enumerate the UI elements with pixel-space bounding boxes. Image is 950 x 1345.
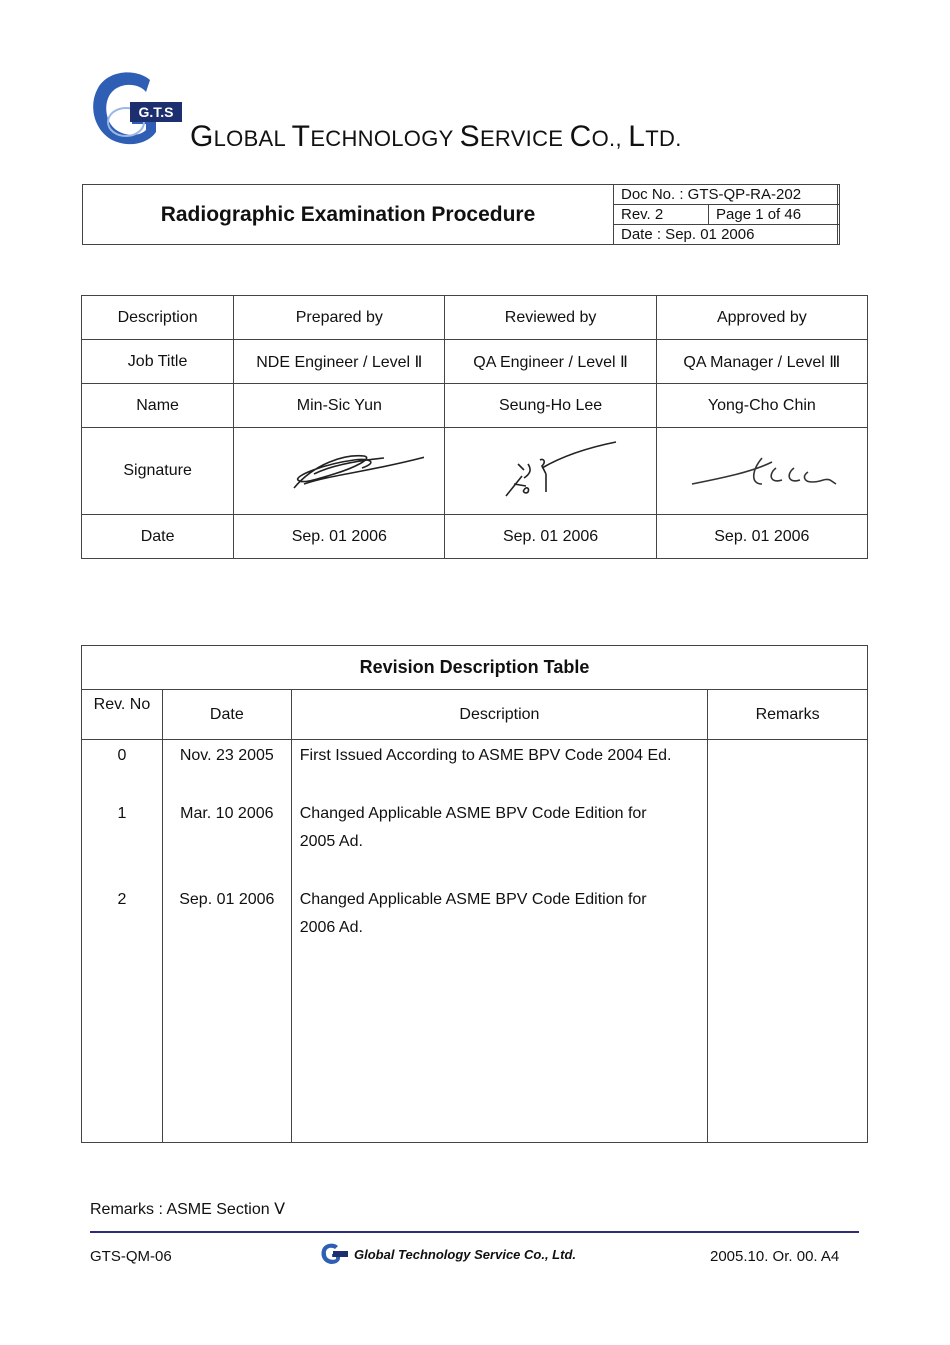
rev-description-column (291, 740, 707, 1143)
rev-date: Mar. 10 2006 (180, 805, 274, 822)
header-description: Description (291, 690, 707, 740)
footer-revision-code: 2005.10. Or. 00. A4 (710, 1248, 840, 1265)
document-info (613, 184, 839, 245)
company-name-part: O., (591, 126, 629, 151)
job-title-cell: QA Engineer / Level Ⅱ (445, 340, 656, 384)
company-name-part: ECHNOLOGY (310, 126, 460, 151)
row-label: Date (82, 515, 234, 559)
rev-number: 0 (117, 747, 127, 764)
rev-date: Sep. 01 2006 (179, 891, 275, 908)
company-name-part: G (190, 120, 214, 153)
doc-number: Doc No. : GTS-QP-RA-202 (613, 184, 840, 205)
header-prepared-by: Prepared by (234, 296, 445, 340)
signature-image (466, 434, 636, 504)
signature-cell (234, 428, 445, 515)
rev-description: Changed Applicable ASME BPV Code Edition for (299, 805, 647, 822)
footer-logo-icon (320, 1242, 348, 1266)
logo-text: G.T.S (138, 104, 174, 120)
revision-number: Rev. 2 (613, 204, 709, 225)
name-row (82, 384, 868, 428)
rev-description-cont: 2005 Ad. (299, 833, 363, 850)
footer-brand-block (320, 1241, 576, 1267)
rev-description-cont: 2006 Ad. (299, 919, 363, 936)
row-label: Signature (82, 428, 234, 515)
date-row (82, 515, 868, 559)
page-number: Page 1 of 46 (708, 204, 840, 225)
signature-cell (445, 428, 656, 515)
header-rev-no: Rev. No (82, 690, 163, 740)
company-name-part: S (459, 120, 480, 153)
rev-date-column (162, 740, 291, 1143)
company-logo (88, 66, 184, 152)
signature-cell (656, 428, 867, 515)
company-name-part: L (628, 120, 646, 153)
rev-no-column (82, 740, 163, 1143)
rev-description: Changed Applicable ASME BPV Code Edition for (299, 891, 647, 908)
rev-description: First Issued According to ASME BPV Code 2004 Ed. (299, 747, 672, 764)
job-title-cell: QA Manager / Level Ⅲ (656, 340, 867, 384)
header-remarks: Remarks (708, 690, 868, 740)
row-label: Job Title (82, 340, 234, 384)
signature-row (82, 428, 868, 515)
rev-number: 2 (117, 891, 127, 908)
header-date: Date (162, 690, 291, 740)
approval-header-row (82, 296, 868, 340)
company-name-part: LOBAL (213, 126, 292, 151)
row-label: Name (82, 384, 234, 428)
approval-table (81, 295, 868, 559)
revision-table (81, 645, 868, 1143)
signature-image (672, 434, 852, 504)
footer-divider (90, 1231, 859, 1233)
rev-number: 1 (117, 805, 127, 822)
revision-table-title: Revision Description Table (82, 646, 868, 690)
document-title: Radiographic Examination Procedure (160, 202, 536, 226)
header-approved-by: Approved by (656, 296, 867, 340)
name-cell: Yong-Cho Chin (656, 384, 867, 428)
signature-image (254, 434, 424, 504)
company-name-part: TD. (645, 126, 682, 151)
footer-form-code: GTS-QM-06 (90, 1248, 172, 1265)
company-name-part: C (569, 120, 592, 153)
header-reviewed-by: Reviewed by (445, 296, 656, 340)
name-cell: Seung-Ho Lee (445, 384, 656, 428)
document-date: Date : Sep. 01 2006 (613, 224, 840, 245)
header-description: Description (82, 296, 234, 340)
rev-date: Nov. 23 2005 (179, 747, 274, 764)
footer-brand-name: Global Technology Service Co., Ltd. (354, 1246, 576, 1262)
job-title-row (82, 340, 868, 384)
date-cell: Sep. 01 2006 (234, 515, 445, 559)
date-cell: Sep. 01 2006 (656, 515, 867, 559)
job-title-cell: NDE Engineer / Level Ⅱ (234, 340, 445, 384)
name-cell: Min-Sic Yun (234, 384, 445, 428)
company-name-part: T (291, 120, 311, 153)
remarks-note: Remarks : ASME Section Ⅴ (90, 1201, 286, 1218)
date-cell: Sep. 01 2006 (445, 515, 656, 559)
rev-remarks-column (708, 740, 868, 1143)
revision-body-row (82, 740, 868, 1143)
revision-header-row (82, 690, 868, 740)
title-block (82, 184, 838, 245)
company-name (190, 120, 682, 154)
company-name-part: ERVICE (479, 126, 570, 151)
